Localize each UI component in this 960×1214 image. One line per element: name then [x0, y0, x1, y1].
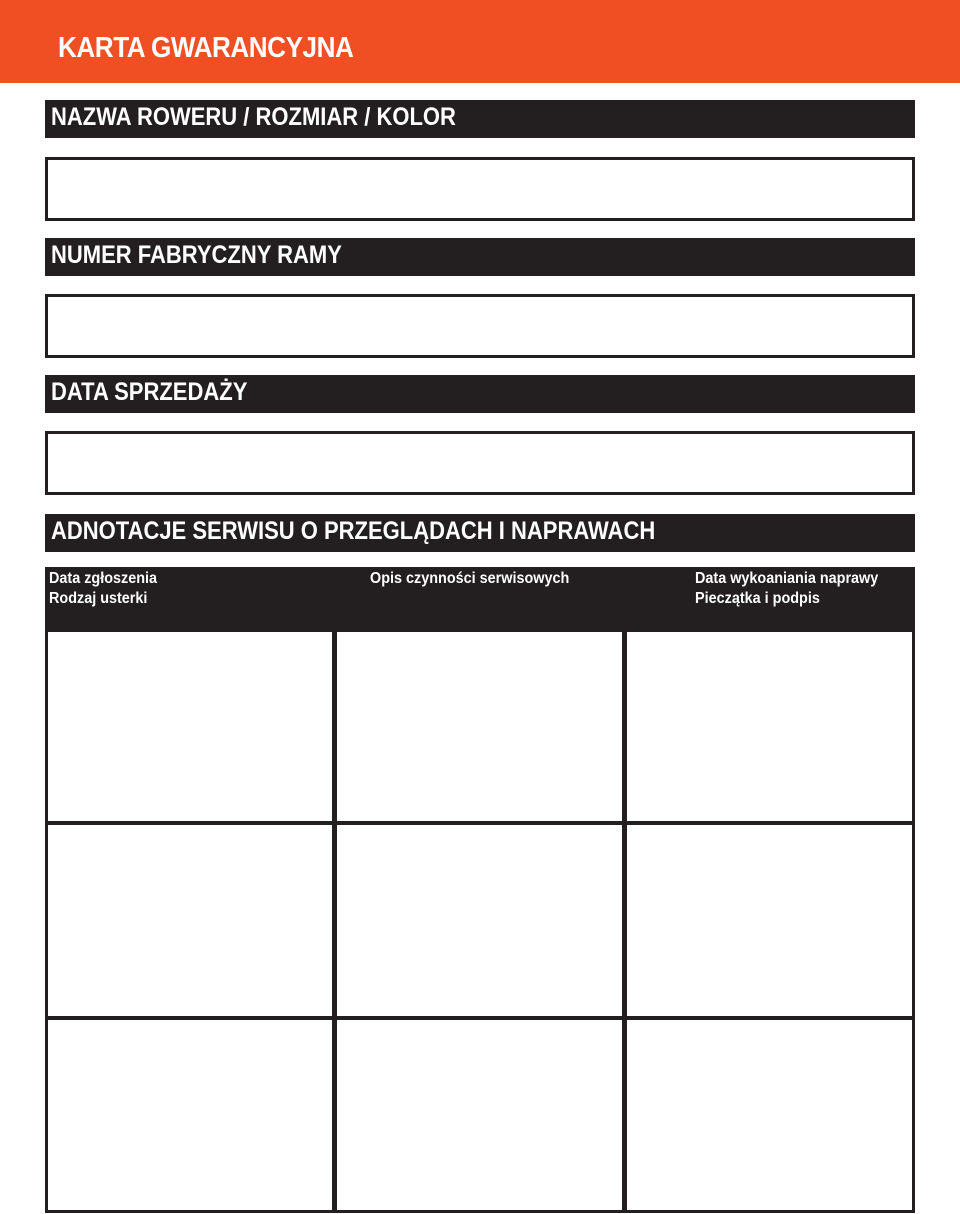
header-band [0, 0, 960, 83]
section-frame-number-header [45, 238, 915, 276]
section-bike-name-label: NAZWA ROWERU / ROZMIAR / KOLOR [51, 103, 456, 131]
column-header-repair-line2: Pieczątka i podpis [695, 590, 820, 607]
service-cell-r3-c3[interactable] [624, 1017, 915, 1213]
service-cell-r1-c2[interactable] [334, 629, 625, 824]
section-sale-date-label: DATA SPRZEDAŻY [51, 378, 248, 406]
section-service-header [45, 514, 915, 552]
column-header-report-line2: Rodzaj usterki [49, 590, 148, 607]
service-cell-r3-c2[interactable] [334, 1017, 625, 1213]
column-header-repair [695, 569, 878, 609]
section-frame-number-label: NUMER FABRYCZNY RAMY [51, 241, 342, 269]
service-cell-r2-c3[interactable] [624, 822, 915, 1019]
section-service-label: ADNOTACJE SERWISU O PRZEGLĄDACH I NAPRAWACH [51, 517, 656, 545]
column-header-description [370, 569, 569, 589]
service-cell-r3-c1[interactable] [45, 1017, 335, 1213]
page-title: KARTA GWARANCYJNA [58, 32, 354, 64]
bike-name-field[interactable] [45, 157, 915, 221]
service-cell-r2-c2[interactable] [334, 822, 625, 1019]
sale-date-field[interactable] [45, 431, 915, 495]
column-header-report [49, 569, 157, 609]
service-cell-r2-c1[interactable] [45, 822, 335, 1019]
frame-number-field[interactable] [45, 294, 915, 358]
column-header-repair-line1: Data wykoaniania naprawy [695, 570, 879, 587]
column-header-report-line1: Data zgłoszenia [49, 570, 158, 587]
service-cell-r1-c3[interactable] [624, 629, 915, 824]
column-header-description-line1: Opis czynności serwisowych [370, 570, 570, 587]
service-table-header [45, 567, 915, 630]
section-bike-name-header [45, 100, 915, 138]
service-cell-r1-c1[interactable] [45, 629, 335, 824]
section-sale-date-header [45, 375, 915, 413]
